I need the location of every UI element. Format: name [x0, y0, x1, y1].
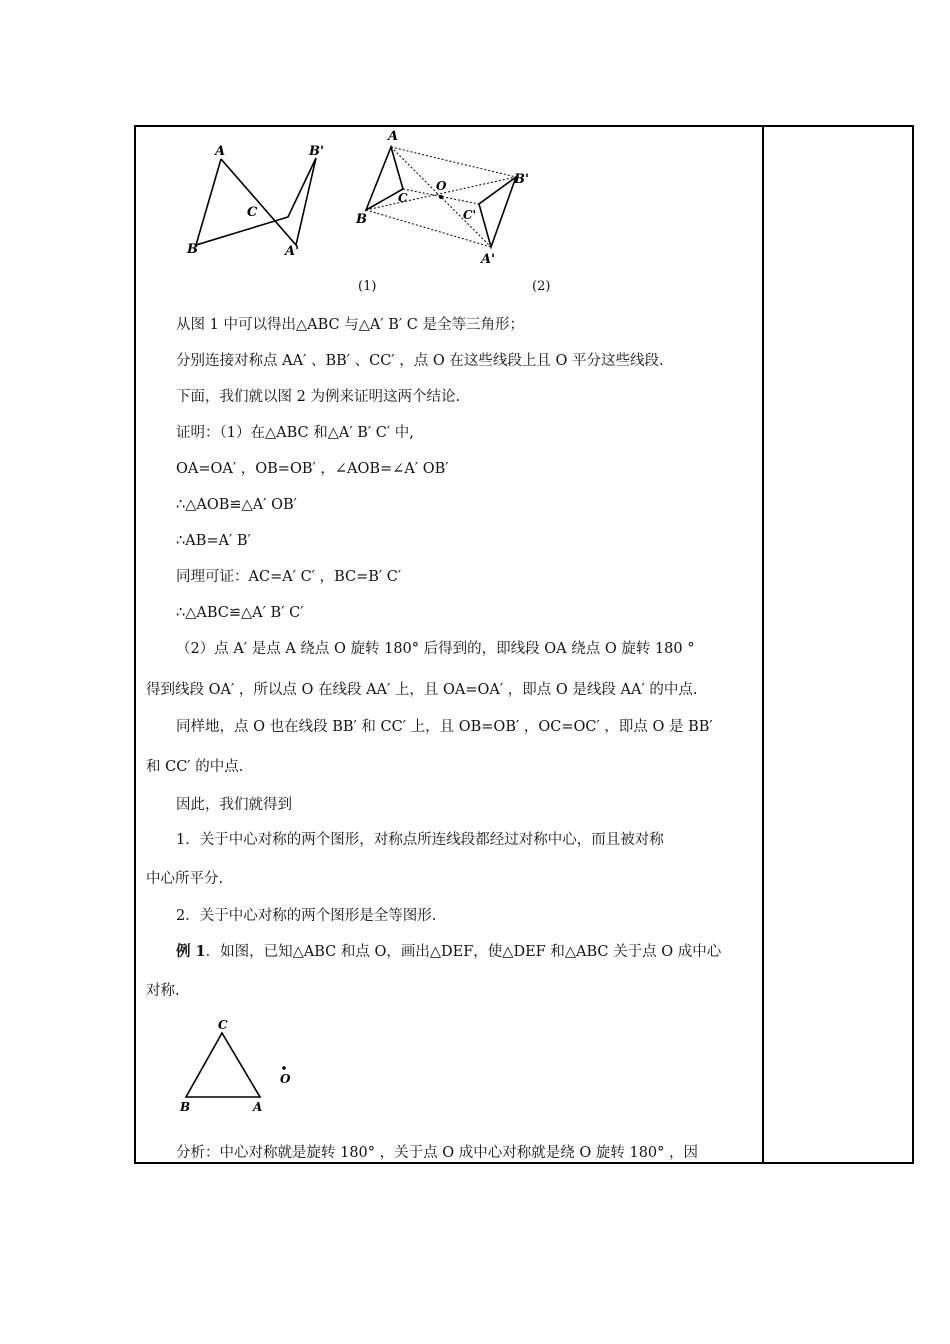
proof-line-4: 同理可证：AC=A′ C′ ，BC=B′ C′: [176, 569, 402, 585]
content-cell: [136, 127, 762, 1162]
lesson-table: [134, 125, 914, 1164]
conclusion-1-line-2: 中心所平分.: [146, 871, 224, 887]
fig1-label-b: B: [187, 242, 198, 257]
fig1-label-c: C: [247, 205, 258, 220]
example-text: ．如图，已知△ABC 和点 O，画出△DEF，使△DEF 和△ABC 关于点 O 成中心: [205, 944, 722, 960]
fig2-label-b: B: [356, 212, 367, 227]
proof-part-2-line-1: （2）点 A′ 是点 A 绕点 O 旋转 180° 后得到的，即线段 OA 绕点 O 旋转 180 °: [176, 641, 695, 657]
figure-2: [346, 127, 546, 267]
figure-1: [181, 135, 341, 265]
fig2-label-o: O: [436, 179, 447, 193]
fig2-label-b-prime: B': [514, 172, 529, 187]
analysis-line: 分析：中心对称就是旋转 180° ，关于点 O 成中心对称就是绕 O 旋转 180° ，因: [176, 1145, 698, 1161]
proof-line-3: ∴AB=A′ B′: [176, 533, 251, 549]
figure-3: [176, 1013, 306, 1113]
fig1-label-a-prime: A': [285, 244, 300, 259]
fig2-label-c-prime: C': [463, 208, 477, 222]
conclusion-2: 2．关于中心对称的两个图形是全等图形.: [176, 908, 437, 924]
paragraph-2: 分别连接对称点 AA′ 、BB′ 、CC′ ，点 O 在这些线段上且 O 平分这些线段.: [176, 353, 664, 369]
fig2-label-a-prime: A': [481, 252, 496, 267]
example-1-line-2: 对称.: [146, 983, 180, 999]
column-divider: [762, 127, 764, 1162]
fig2-label-c: C: [398, 191, 408, 205]
paragraph-3: 下面，我们就以图 2 为例来证明这两个结论.: [176, 389, 461, 405]
example-label: 例 1: [176, 943, 206, 960]
proof-line-2: ∴△AOB≌△A′ OB′: [176, 497, 297, 513]
fig1-label-a: A: [215, 144, 226, 159]
proof-start: 证明：（1）在△ABC 和△A′ B′ C′ 中,: [176, 425, 414, 441]
proof-part-2-line-4: 和 CC′ 的中点.: [146, 759, 244, 775]
fig1-label-b-prime: B': [309, 144, 324, 159]
fig3-label-c: C: [218, 1018, 228, 1032]
proof-line-5: ∴△ABC≌△A′ B′ C′: [176, 605, 304, 621]
conclusion-1-line-1: 1．关于中心对称的两个图形，对称点所连线段都经过对称中心，而且被对称: [176, 832, 664, 848]
figure-1-caption: (1): [358, 279, 377, 294]
figure-2-caption: (2): [532, 279, 551, 294]
proof-part-2-line-2: 得到线段 OA′ ，所以点 O 在线段 AA′ 上，且 OA=OA′ ，即点 O 是线段 AA′ 的中点.: [146, 682, 698, 698]
fig3-label-o: O: [280, 1072, 291, 1086]
fig2-label-a: A: [388, 129, 399, 144]
paragraph-1: 从图 1 中可以得出△ABC 与△A′ B′ C 是全等三角形；: [176, 317, 524, 333]
example-1-line-1: [176, 942, 721, 962]
fig3-label-b: B: [180, 1100, 191, 1113]
proof-line-1: OA=OA′ ，OB=OB′ ，∠AOB=∠A′ OB′: [176, 461, 449, 477]
proof-part-2-line-3: 同样地，点 O 也在线段 BB′ 和 CC′ 上，且 OB=OB′ ，OC=OC′ ，即点 O 是 BB′: [176, 719, 713, 735]
fig3-label-a: A: [253, 1100, 263, 1113]
conclusion-intro: 因此，我们就得到: [176, 797, 292, 813]
